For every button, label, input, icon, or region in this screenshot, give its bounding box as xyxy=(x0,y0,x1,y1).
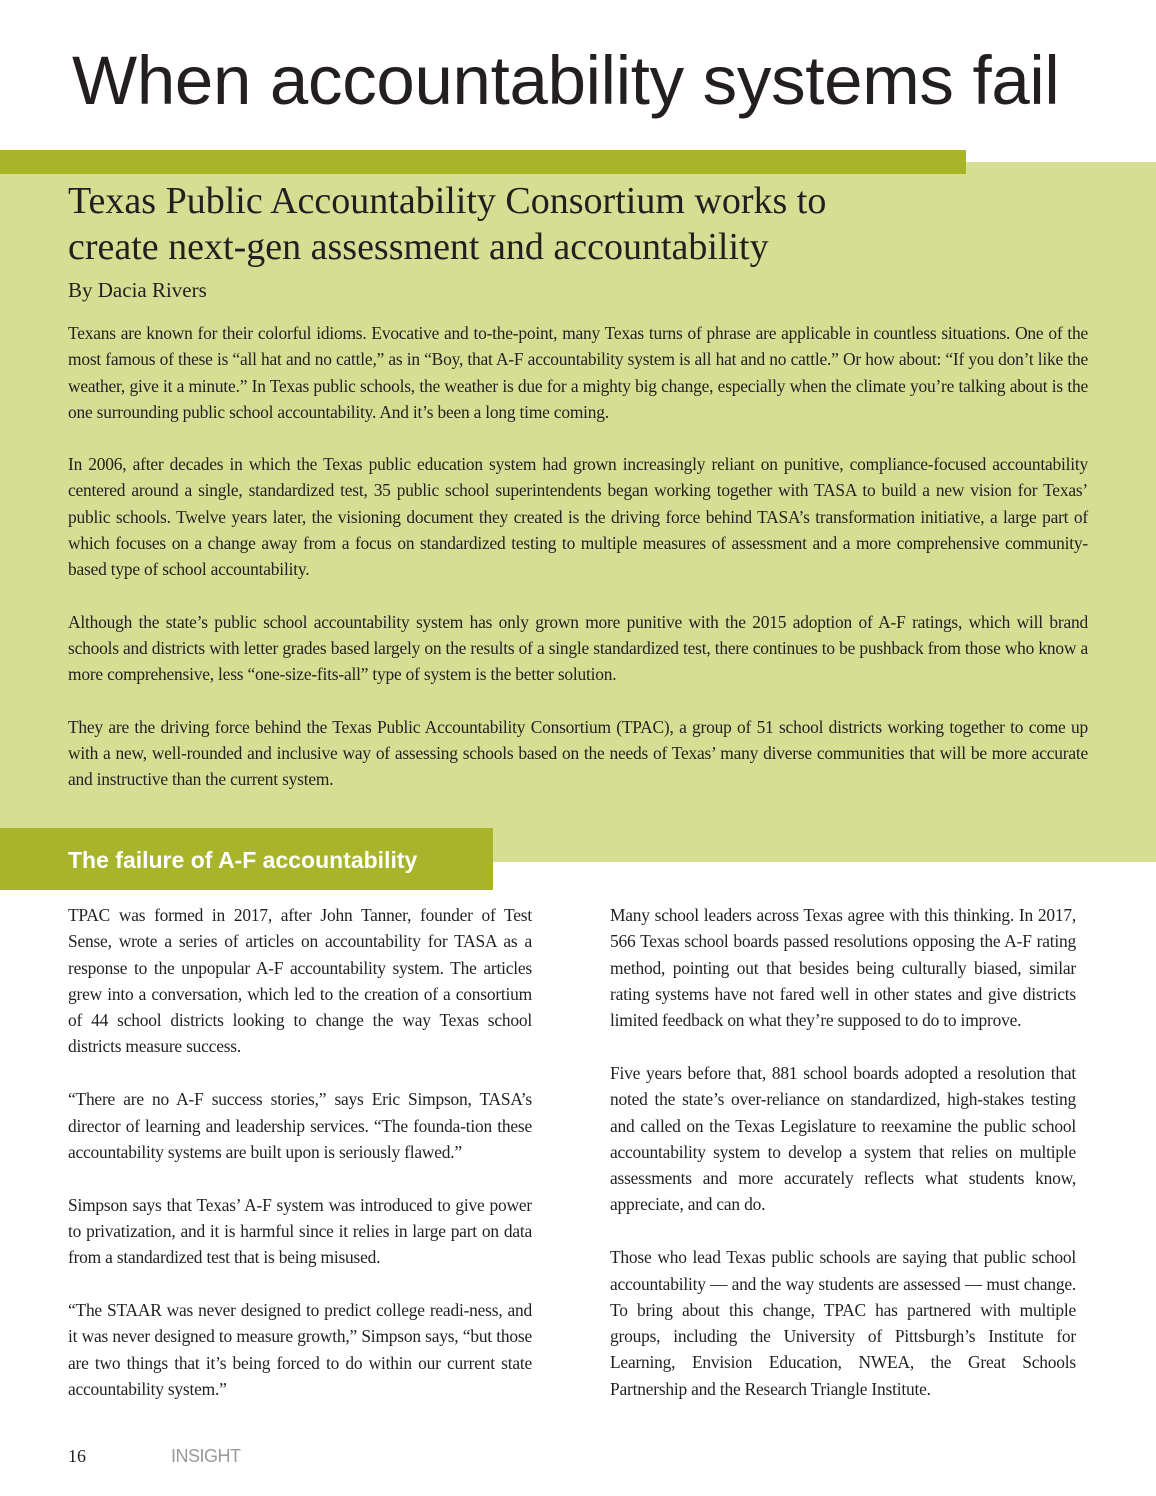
byline: By Dacia Rivers xyxy=(68,278,207,302)
subhead-line-1: Texas Public Accountability Consortium works to xyxy=(68,180,827,222)
intro-text xyxy=(68,320,1088,818)
intro-paragraph: Although the state’s public school accountability system has only grown more punitive with the 2015 adoption of A-F ratings, which will brand schools and districts with letter grades based largely on the results of a single standardized test, there continues to be pushback from those who know a more comprehensive, less “one-size-fits-all” type of system is the better solution. xyxy=(68,611,1088,685)
right-column xyxy=(610,902,1076,1429)
body-paragraph: “The STAAR was never designed to predict college readi-ness, and it was never designed to measure growth,” Simpson says, “but those are two things that it’s being forced to do within our current state accountability system.” xyxy=(68,1300,532,1399)
left-column xyxy=(68,902,532,1429)
intro-paragraph: They are the driving force behind the Texas Public Accountability Consortium (TPAC), a group of 51 school districts working together to come up with a new, well-rounded and inclusive way of assessing schools based on the needs of Texas’ many diverse communities that will be more accurate and instructive than the current system. xyxy=(68,716,1088,790)
body-paragraph: Five years before that, 881 school boards adopted a resolution that noted the state’s over-reliance on standardized, high-stakes testing and called on the Texas Legislature to reexamine the public school accountability system to develop a system that relies on multiple assessments and more accurately reflects what students know, appreciate, and can do. xyxy=(610,1062,1076,1215)
body-paragraph: Simpson says that Texas’ A-F system was introduced to give power to privatization, and it is harmful since it relies in large part on data from a standardized test that is being misused. xyxy=(68,1194,532,1268)
body-paragraph: TPAC was formed in 2017, after John Tanner, founder of Test Sense, wrote a series of articles on accountability for TASA as a response to the unpopular A-F accountability system. The articles grew into a conversation, which led to the creation of a consortium of 44 school districts looking to change the way Texas school districts measure success. xyxy=(68,905,532,1057)
subhead-line-2: create next-gen assessment and accountability xyxy=(68,226,769,268)
intro-paragraph: Texans are known for their colorful idioms. Evocative and to-the-point, many Texas turns of phrase are applicable in countless situations. One of the most famous of these is “all hat and no cattle,” as in “Boy, that A-F accountability system is all hat and no cattle.” Or how about: “If you don’t like the weather, give it a minute.” In Texas public schools, the weather is due for a mighty big change, especially when the climate you’re talking about is the one surrounding public school accountability. And it’s been a long time coming. xyxy=(68,323,1088,422)
page-number: 16 xyxy=(68,1446,86,1466)
section-title: The failure of A-F accountability xyxy=(68,847,418,873)
magazine-name: INSIGHT xyxy=(171,1446,241,1466)
accent-rule xyxy=(0,150,966,174)
body-paragraph: “There are no A-F success stories,” says Eric Simpson, TASA’s director of learning and leadership services. “The founda-tion these accountability systems are built upon is seriously flawed.” xyxy=(68,1089,532,1162)
subheadline xyxy=(68,178,1108,270)
body-paragraph: Many school leaders across Texas agree with this thinking. In 2017, 566 Texas school boards passed resolutions opposing the A-F rating method, pointing out that besides being culturally biased, similar rating systems have not fared well in other states and give districts limited feedback on what they’re supposed to do to improve. xyxy=(610,905,1076,1031)
body-paragraph: Those who lead Texas public schools are saying that public school accountability — and the way students are assessed — must change. To bring about this change, TPAC has partnered with multiple groups, including the University of Pittsburgh’s Institute for Learning, Envision Education, NWEA, the Great Schools Partnership and the Research Triangle Institute. xyxy=(610,1247,1076,1399)
intro-paragraph: In 2006, after decades in which the Texas public education system had grown increasingly reliant on punitive, compliance-focused accountability centered around a single, standardized test, 35 public school superintendents began working together with TASA to build a new vision for Texas’ public schools. Twelve years later, the visioning document they created is the driving force behind TASA’s transformation initiative, a large part of which focuses on a change away from a focus on standardized testing to multiple measures of assessment and a more comprehensive community-based type of school accountability. xyxy=(68,454,1088,580)
headline: When accountability systems fail xyxy=(72,42,1060,119)
